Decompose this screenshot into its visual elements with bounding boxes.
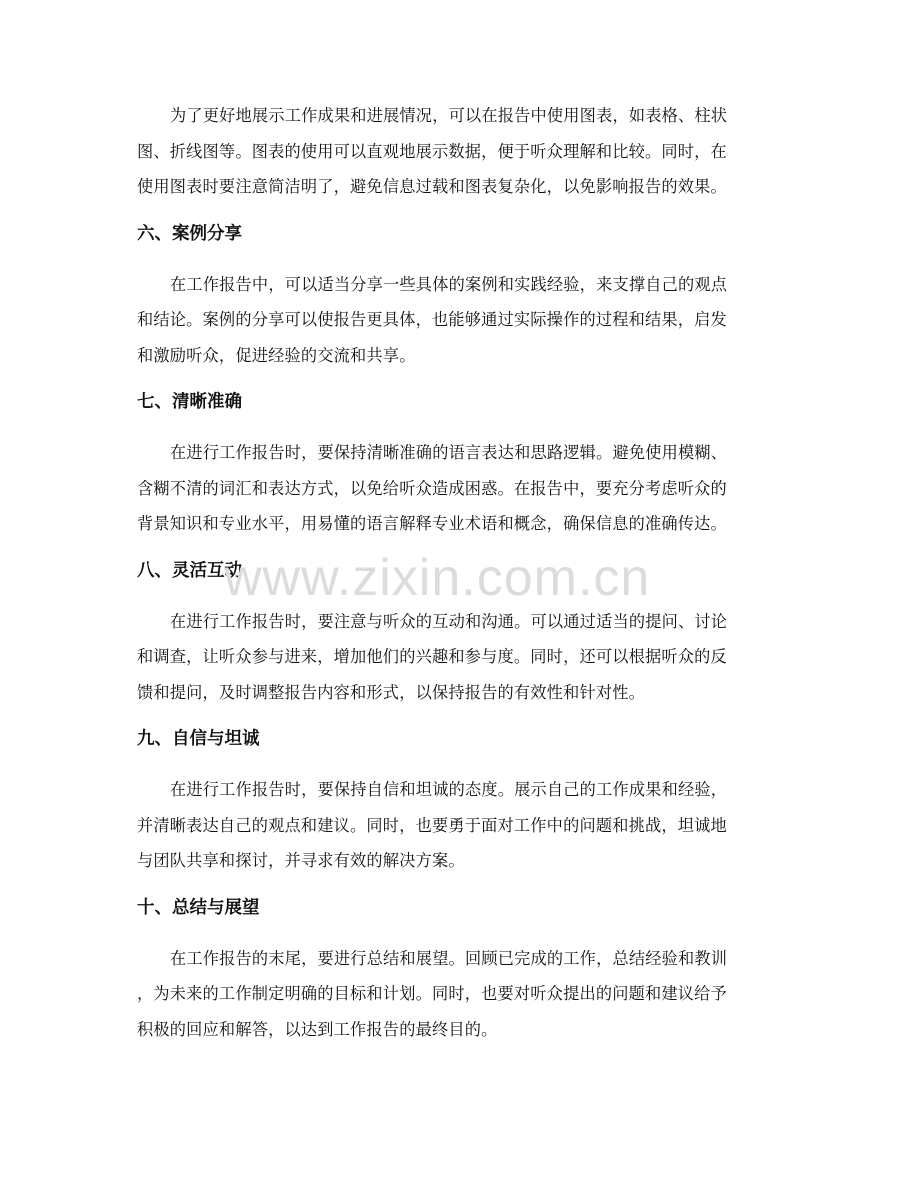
section-body-6: 在工作报告中，可以适当分享一些具体的案例和实践经验，来支撑自己的观点 和结论。案例的分享可以使报告更具体，也能够通过实际操作的过程和结果，启发 和激励听众，促进经验的交流和共享。 — [137, 274, 728, 365]
section-body-8: 在进行工作报告时，要注意与听众的互动和沟通。可以通过适当的提问、讨论 和调查，让听众参与进来，增加他们的兴趣和参与度。同时，还可以根据听众的反 馈和提问，及时调整报告内容和形式，以保持报告的有效性和针对性。 — [137, 611, 728, 702]
section-body-9: 在进行工作报告时，要保持自信和坦诚的态度。展示自己的工作成果和经验， 并清晰表达自己的观点和建议。同时，也要勇于面对工作中的问题和挑战，坦诚地 与团队共享和探讨，并寻求有效的解决方案。 — [137, 780, 728, 870]
section-heading-6: 六、案例分享 — [137, 223, 242, 244]
section-heading-8: 八、灵活互动 — [137, 560, 242, 581]
watermark-text: www.zixin.com.cn — [224, 549, 651, 607]
section-heading-9: 九、自信与坦诚 — [137, 729, 260, 749]
section-body-10: 在工作报告的末尾，要进行总结和展望。回顾已完成的工作，总结经验和教训 ，为未来的工作制定明确的目标和计划。同时，也要对听众提出的问题和建议给予 积极的回应和解答，以达到工作报告的最终目的。 — [137, 948, 728, 1039]
section-body-7: 在进行工作报告时，要保持清晰准确的语言表达和思路逻辑。避免使用模糊、 含糊不清的词汇和表达方式，以免给听众造成困惑。在报告中，要充分考虑听众的 背景知识和专业水平，用易懂的语言解释专业术语和概念，确保信息的准确传达。 — [137, 443, 728, 533]
document-body — [137, 98, 787, 1047]
section-heading-7: 七、清晰准确 — [137, 392, 242, 412]
section-heading-10: 十、总结与展望 — [137, 897, 260, 918]
intro-paragraph: 为了更好地展示工作成果和进展情况，可以在报告中使用图表，如表格、柱状 图、折线图等。图表的使用可以直观地展示数据，便于听众理解和比较。同时，在 使用图表时要注意简洁明了，避免信息过载和图表复杂化，以免影响报告的效果。 — [137, 106, 728, 196]
